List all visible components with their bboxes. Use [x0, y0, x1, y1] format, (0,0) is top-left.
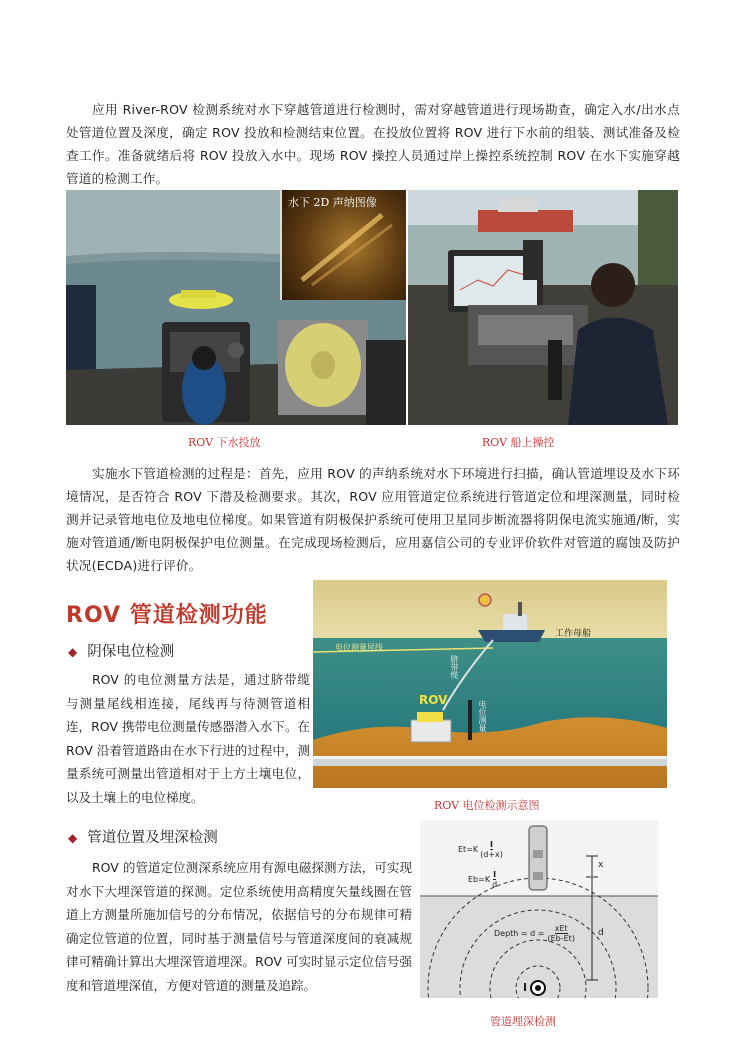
rov-label: ROV [419, 693, 448, 707]
depth-diagram-caption: 管道埋深检测 [490, 1015, 556, 1028]
subsection-cp-label: 阴保电位检测 [87, 644, 175, 660]
sonar-inset [280, 190, 406, 300]
sensor-label: 电位测量 [478, 700, 487, 732]
d-label: d [598, 928, 604, 938]
cp-diagram-caption: ROV 电位检测示意图 [434, 799, 540, 812]
et-formula: Et=K I (d+x) [458, 840, 503, 859]
pipe-current-label: I [523, 981, 528, 994]
x-label: x [598, 860, 604, 870]
eb-formula: Eb=K I d [468, 870, 498, 889]
rov-operation-photo [408, 190, 678, 425]
section-title: ROV 管道检测功能 [66, 603, 268, 628]
rov-launch-photo [66, 190, 406, 425]
cp-detection-diagram [313, 580, 667, 788]
diamond-bullet-icon: ◆ [68, 645, 78, 659]
subsection-cp-title [68, 640, 174, 661]
subsection-depth-label: 管道位置及埋深检测 [87, 830, 218, 846]
diamond-bullet-icon: ◆ [68, 831, 78, 845]
umbilical-label: 脐带缆 [450, 655, 459, 679]
launch-caption: ROV 下水投放 [188, 436, 261, 449]
ship-label: 工作母船 [555, 629, 592, 639]
process-paragraph: 实施水下管道检测的过程是：首先，应用 ROV 的声纳系统对水下环境进行扫描，确认管道埋设及水下环境情况，是否符合 ROV 下潜及检测要求。其次，ROV 应用管道定位系统进行管道定位和埋深测量，同时检测并记录管地电位及地电位梯度。如果管道有阴极保护系统可使用卫星同步断流器将阴保电流实施通/断，实施对管道通/断电阴极保护电位测量。在完成现场检测后，应用嘉信公司的专业评价软件对管道的腐蚀及防护状况(ECDA)进行评价。 [66, 466, 680, 573]
subsection-cp-text: ROV 的电位测量方法是，通过脐带缆与测量尾线相连接，尾线再与待测管道相连，ROV 携带电位测量传感器潜入水下。在 ROV 沿着管道路由在水下行进的过程中，测量系统可测量出管道相对于上方土壤电位，以及土壤上的电位梯度。 [66, 672, 310, 805]
depth-detection-diagram [420, 820, 658, 998]
depth-formula: Depth = d = xEt (Eb-Et) [494, 924, 575, 943]
subsection-depth-title [68, 826, 218, 847]
sonar-label: 水下 2D 声纳图像 [288, 196, 377, 209]
operation-caption: ROV 船上操控 [482, 436, 555, 449]
subsection-depth-text: ROV 的管道定位测深系统应用有源电磁探测方法，可实现对水下大埋深管道的探测。定位系统使用高精度矢量线圈在管道上方测量所施加信号的分布情况，依据信号的分布规律可精确定位管道的位置，同时基于测量信号与管道深度间的衰减规律可精确计算出大埋深管道埋深。ROV 可实时显示定位信号强度和管道埋深值，方便对管道的测量及追踪。 [66, 860, 412, 993]
intro-paragraph: 应用 River-ROV 检测系统对水下穿越管道进行检测时，需对穿越管道进行现场勘查，确定入水/出水点处管道位置及深度，确定 ROV 投放和检测结束位置。在投放位置将 ROV 进行下水前的组装、测试准备及检查工作。准备就绪后将 ROV 投放入水中。现场 ROV 操控人员通过岸上操控系统控制 ROV 在水下实施穿越管道的检测工作。 [66, 102, 680, 186]
tail-line-label: 电位测量尾线 [335, 643, 383, 652]
